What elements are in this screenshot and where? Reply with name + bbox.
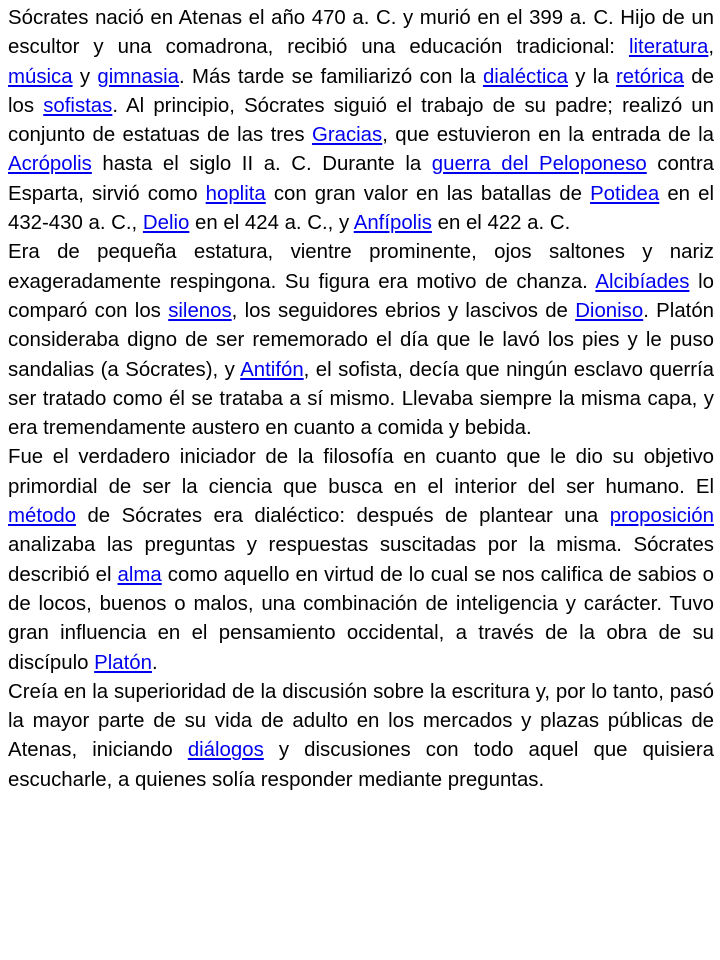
paragraph-4: [8, 678, 714, 795]
link-gimnasia[interactable]: gimnasia: [97, 65, 180, 88]
link-proposición[interactable]: proposición: [609, 505, 714, 528]
link-silenos[interactable]: silenos: [168, 299, 232, 322]
paragraph-text: analizaba las preguntas y respuestas suscitadas por la misma. Sócrates describió el: [8, 534, 714, 586]
link-música[interactable]: música: [8, 65, 73, 88]
paragraph-text: de Sócrates era dialéctico: después de plantear una: [76, 505, 610, 528]
paragraph-text: Creía en la superioridad de la discusión sobre la escritura y, por lo tanto, pasó la mayor parte de su vida de adulto en los mercados y plazas públicas de Atenas, iniciando: [8, 680, 714, 762]
link-diálogos[interactable]: diálogos: [187, 739, 264, 762]
paragraph-text: Fue el verdadero iniciador de la filosofía en cuanto que le dio su objetivo primordial de ser la ciencia que busca en el interior del ser humano. El: [8, 446, 714, 498]
paragraph-text: en el 422 a. C.: [431, 212, 571, 235]
paragraph-text: , el sofista, decía que ningún esclavo querría ser tratado como él se trataba a sí mismo. Llevaba siempre la misma capa, y era tremendamente austero en cuanto a comida y bebida.: [8, 358, 715, 440]
link-potidea[interactable]: Potidea: [590, 182, 660, 205]
paragraph-text: hasta el siglo II a. C. Durante la: [91, 153, 432, 176]
link-método[interactable]: método: [8, 505, 77, 528]
link-guerra-del-peloponeso[interactable]: guerra del Peloponeso: [431, 153, 647, 176]
paragraph-text: , que estuvieron en la entrada de la: [382, 124, 714, 147]
link-sofistas[interactable]: sofistas: [43, 94, 113, 117]
paragraph-text: con gran valor en las batallas de: [265, 182, 591, 205]
paragraph-2: [8, 238, 714, 443]
link-antifón[interactable]: Antifón: [240, 358, 304, 381]
paragraph-text: lo comparó con los: [8, 270, 714, 322]
link-retórica[interactable]: retórica: [615, 65, 684, 88]
link-alma[interactable]: alma: [117, 563, 162, 586]
paragraph-text: Sócrates nació en Atenas el año 470 a. C. y murió en el 399 a. C. Hijo de un escultor y una comadrona, recibió una educación tradicional:: [8, 7, 714, 59]
paragraph-text: ,: [708, 36, 714, 59]
paragraph-text: . Platón consideraba digno de ser rememorado el día que le lavó los pies y le puso sandalias (a Sócrates), y: [8, 299, 715, 381]
paragraph-text: como aquello en virtud de lo cual se nos califica de sabios o de locos, buenos o malos, una combinación de inteligencia y carácter. Tuvo gran influencia en el pensamiento occidental, a través de la obra de su discípulo: [8, 563, 714, 674]
link-alcibíades[interactable]: Alcibíades: [595, 270, 690, 293]
paragraph-text: en el 424 a. C., y: [189, 212, 354, 235]
paragraph-3: [8, 443, 714, 677]
paragraph-text: y la: [567, 65, 616, 88]
paragraph-1: [8, 4, 714, 238]
link-dioniso[interactable]: Dioniso: [575, 299, 644, 322]
paragraph-text: contra Esparta, sirvió como: [8, 153, 714, 205]
link-dialéctica[interactable]: dialéctica: [482, 65, 568, 88]
link-platón[interactable]: Platón: [94, 651, 152, 674]
paragraph-text: . Más tarde se familiarizó con la: [179, 65, 483, 88]
link-literatura[interactable]: literatura: [628, 36, 709, 59]
link-gracias[interactable]: Gracias: [311, 124, 383, 147]
link-anfípolis[interactable]: Anfípolis: [353, 212, 432, 235]
link-delio[interactable]: Delio: [142, 212, 190, 235]
paragraph-text: en el 432-430 a. C.,: [8, 182, 714, 235]
paragraph-text: . Al principio, Sócrates siguió el trabajo de su padre; realizó un conjunto de estatuas de las tres: [8, 94, 714, 147]
paragraph-text: y: [72, 65, 98, 88]
paragraph-text: , los seguidores ebrios y lascivos de: [231, 299, 576, 322]
paragraph-text: .: [151, 651, 158, 674]
paragraph-text: de los: [8, 65, 714, 117]
paragraph-text: y discusiones con todo aquel que quisiera escucharle, a quienes solía responder mediante preguntas.: [8, 739, 714, 791]
paragraph-text: Era de pequeña estatura, vientre prominente, ojos saltones y nariz exageradamente respingona. Su figura era motivo de chanza.: [8, 241, 714, 293]
link-acrópolis[interactable]: Acrópolis: [8, 153, 92, 176]
link-hoplita[interactable]: hoplita: [205, 182, 266, 205]
